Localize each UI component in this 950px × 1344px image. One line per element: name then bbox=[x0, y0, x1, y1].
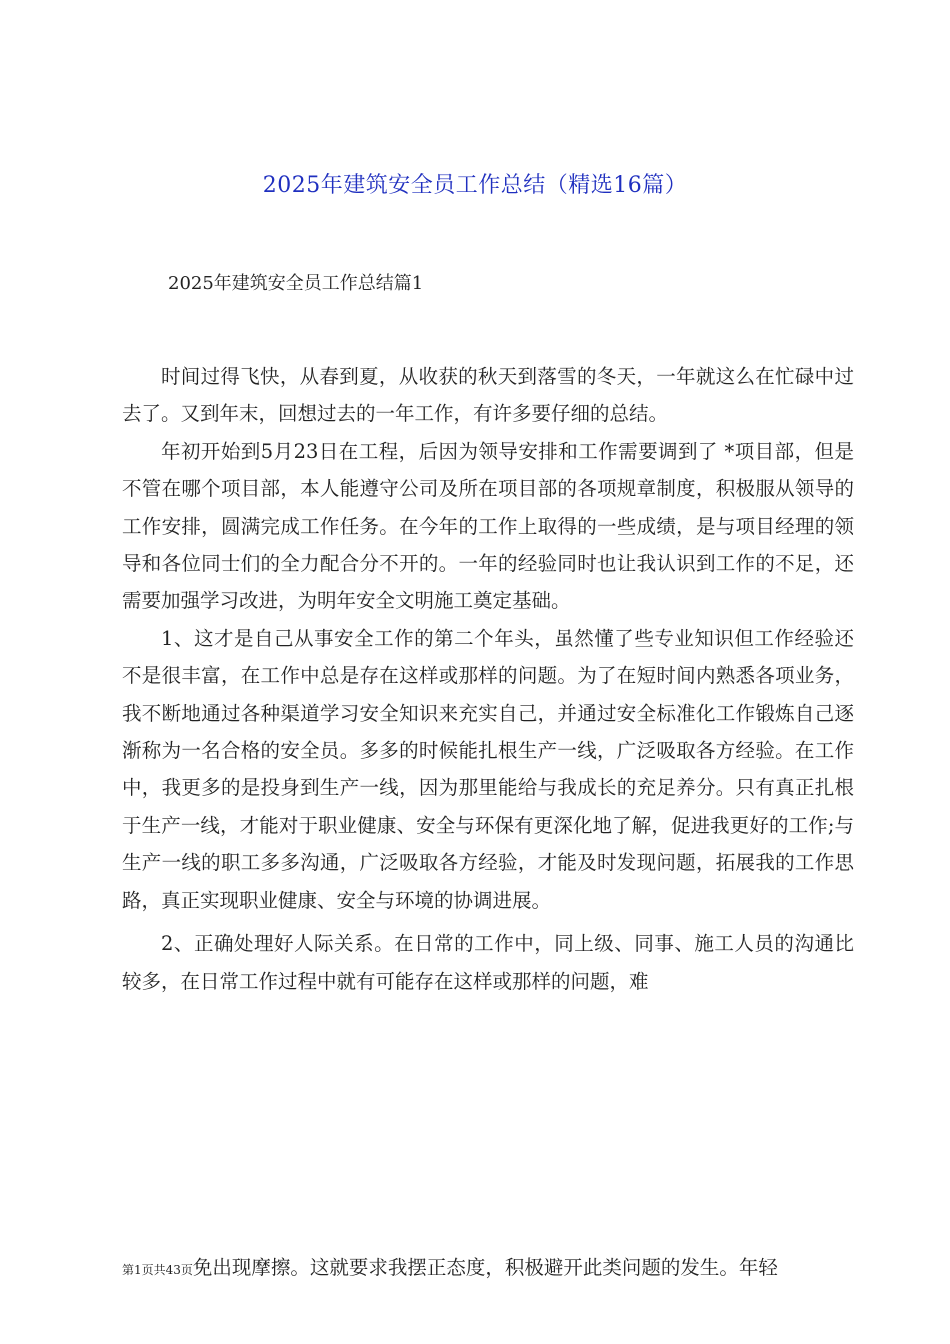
section-heading: 2025年建筑安全员工作总结篇1 bbox=[168, 273, 424, 294]
document-body bbox=[122, 358, 854, 1000]
page-footer bbox=[122, 1253, 862, 1283]
paragraph: 时间过得飞快，从春到夏，从收获的秋天到落雪的冬天，一年就这么在忙碌中过去了。又到年末，回想过去的一年工作，有许多要仔细的总结。 bbox=[122, 365, 854, 426]
paragraph: 2、正确处理好人际关系。在日常的工作中，同上级、同事、施工人员的沟通比较多，在日常工作过程中就有可能存在这样或那样的问题，难 bbox=[122, 932, 854, 993]
continuation-text: 免出现摩擦。这就要求我摆正态度，积极避开此类问题的发生。年轻 bbox=[192, 1256, 778, 1279]
page-number: 第1页共43页 bbox=[122, 1263, 193, 1277]
document-title: 2025年建筑安全员工作总结（精选16篇） bbox=[262, 173, 688, 198]
paragraph: 年初开始到5月23日在工程，后因为领导安排和工作需要调到了 *项目部，但是不管在哪个项目部，本人能遵守公司及所在项目部的各项规章制度，积极服从领导的工作安排，圆满完成工作任务。在今年的工作上取得的一些成绩，是与项目经理的领导和各位同士们的全力配合分不开的。一年的经验同时也让我认识到工作的不足，还需要加强学习改进，为明年安全文明施工奠定基础。 bbox=[122, 439, 854, 613]
paragraph: 1、这才是自己从事安全工作的第二个年头，虽然懂了些专业知识但工作经验还不是很丰富，在工作中总是存在这样或那样的问题。为了在短时间内熟悉各项业务，我不断地通过各种渠道学习安全知识来充实自己，并通过安全标准化工作锻炼自己逐渐称为一名合格的安全员。多多的时候能扎根生产一线，广泛吸取各方经验。在工作中，我更多的是投身到生产一线，因为那里能给与我成长的充足养分。只有真正扎根于生产一线，才能对于职业健康、安全与环保有更深化地了解，促进我更好的工作;与生产一线的职工多多沟通，广泛吸取各方经验，才能及时发现问题，拓展我的工作思路，真正实现职业健康、安全与环境的协调进展。 bbox=[122, 626, 854, 912]
